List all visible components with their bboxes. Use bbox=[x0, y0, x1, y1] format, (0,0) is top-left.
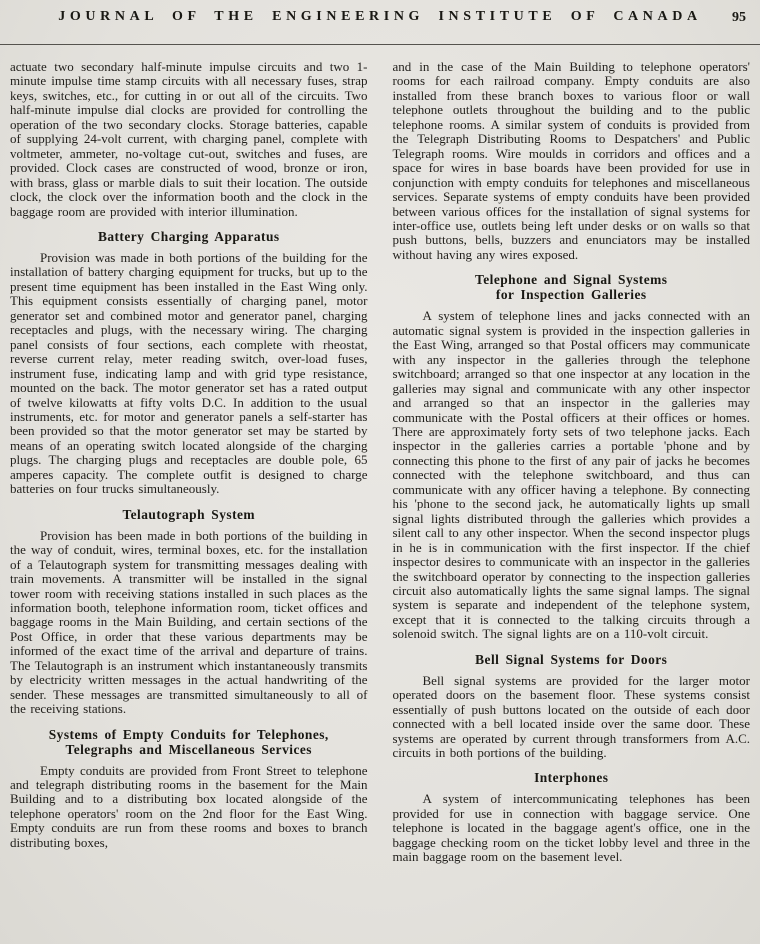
heading-interphones: Interphones bbox=[534, 770, 609, 786]
paragraph-empty-conduits-continuation: and in the case of the Main Building to telephone operators' rooms for each railroad company. Empty conduits are also installed from these branch boxes to various floor or wall telephone outlets throughout the building and to the public telephone rooms. A similar system of conduits is provided from the Telegraph Distributing Rooms to Despatchers' and Public Telegraph rooms. Wire moulds in corridors and offices and a space for wires in base boards have been provided for use in conjunction with empty conduits for telephones and miscellaneous services. Separate systems of empty conduits have been provided between various offices for the installation of signal systems for inter-office use, outlets being left under desks or on walls so that push buttons, bells, buzzers and enunciators may be installed without having any wires exposed. bbox=[392, 59, 750, 262]
paragraph-empty-conduits: Empty conduits are provided from Front Street to telephone and telegraph distributing rooms in the basement for the Main Building and to a distributing box located alongside of the telephone operators' room on the 2nd floor for the East Wing. Empty conduits are run from these rooms and boxes to branch distributing boxes, bbox=[10, 762, 368, 850]
left-column bbox=[10, 60, 368, 865]
heading-battery-charging-apparatus: Battery Charging Apparatus bbox=[97, 228, 280, 244]
paragraph-telautograph-system: Provision has been made in both portions of the building in the way of conduit, wires, terminal boxes, etc. for the installation of a Telautograph system for transmitting messages dealing with train movements. A transmitter will be installed in the signal tower room with receiving stations installed in such places as the information booth, telephone information room, ticket offices and baggage rooms in the Main Building, and certain sections of the Post Office, in order that these various departments may be informed of the exact time of the arrival and departure of trains. The Telautograph is an instrument which instantaneously transmits by electricity written messages in the actual handwriting of the sender. These messages are transmitted simultaneously to all of the receiving stations. bbox=[10, 527, 368, 717]
heading-telephone-and-signal-systems bbox=[399, 272, 745, 302]
page-number: 95 bbox=[732, 10, 746, 25]
right-column bbox=[393, 60, 751, 865]
heading-telautograph-system: Telautograph System bbox=[122, 506, 256, 522]
paragraph-interphones: A system of intercommunicating telephones has been provided for use in connection with baggage service. One telephone is located in the baggage agent's office, one in the baggage checking room on the ticket lobby level and three in the main baggage room on the basement level. bbox=[392, 791, 750, 865]
heading-line: Telegraphs and Miscellaneous Services bbox=[65, 741, 312, 757]
heading-bell-signal-systems-for-doors: Bell Signal Systems for Doors bbox=[475, 651, 668, 667]
paragraph-bell-signal-systems: Bell signal systems are provided for the larger motor operated doors on the basement floor. These systems consist essentially of push buttons located on the outside of each door connected with a bell located inside over the same door. These systems are operated by current through transformers from A.C. circuits in both portions of the building. bbox=[392, 672, 750, 761]
heading-line: for Inspection Galleries bbox=[495, 287, 647, 303]
paragraph-clock-circuits-continuation: actuate two secondary half-minute impulse circuits and two 1-minute impulse time stamp circuits with all necessary fuses, strap keys, switches, etc., for cutting in or out all of the circuits. Two half-minute impulse dial clocks are provided for controlling the operation of the two secondary clocks. Storage batteries, capable of supplying 24-volt current, with charging panel, complete with voltmeter, ammeter, no-voltage cut-out, switches and fuses, are provided. Clock cases are constructed of wood, bronze or iron, with brass, glass or marble dials to suit their location. The outside clock, the clock over the information booth and the clock in the baggage room are provided with interior illumination. bbox=[10, 59, 368, 219]
page-header bbox=[0, 0, 760, 39]
heading-line: Systems of Empty Conduits for Telephones, bbox=[48, 726, 329, 742]
heading-line: Telephone and Signal Systems bbox=[475, 272, 668, 288]
heading-systems-of-empty-conduits bbox=[16, 727, 362, 757]
paragraph-battery-charging: Provision was made in both portions of the building for the installation of battery charging equipment for trucks, but up to the present time equipment has been installed in the East Wing only. This equipment consists essentially of charging panel, motor generator set and combined motor and generator panel, charging receptacles and plugs, with the necessary wiring. The charging panel consists of four sections, each complete with rheostat, reverse current relay, meter reading switch, over-load fuses, instrument fuse, indicating lamp and with grid type resistance, mounted on the back. The motor generator set has a rated output of twelve kilowatts at fifty volts D.C. In addition to the usual instruments, etc. for motor and generator panels a self-starter has been provided so that the motor generator set may be started by means of an operating switch located alongside of the charging plugs. The charging plugs and receptacles are double pole, 65 amperes capacity. The complete outfit is designed to charge batteries on four trucks simultaneously. bbox=[10, 249, 368, 497]
journal-title: JOURNAL OF THE ENGINEERING INSTITUTE OF CANADA bbox=[58, 9, 702, 24]
paragraph-inspection-galleries: A system of telephone lines and jacks connected with an automatic signal system is provided in the inspection galleries in the East Wing, arranged so that Postal officers may communicate with any inspector in the galleries through the telephone switchboard; arranged so that one inspector at any location in the galleries may signal and communicate with any other inspector and arranged so that an inspector in the galleries may communicate with the Postal officers at their offices or homes. There are approximately forty sets of two telephone jacks. Each inspector in the galleries carries a portable 'phone and by connecting this phone to the first of any pair of jacks he becomes connected with the telephone switchboard, and thus can communicate with any officer having a telephone. By connecting his 'phone to the second jack, he automatically lights up small signal lights distributed through the galleries which provides a silent call to any other inspector. When the second inspector plugs in he is in communication with the first inspector. If the chief inspector desires to communicate with an inspector in the galleries the switchboard operator by connecting to the inspection galleries circuit also automatically lights the same signal lamps. The signal system is separate and independent of the telephone system, except that it is connected to the talking circuits through a solenoid switch. The signal lights are on a 110-volt circuit. bbox=[392, 308, 750, 642]
article-body bbox=[0, 45, 760, 865]
